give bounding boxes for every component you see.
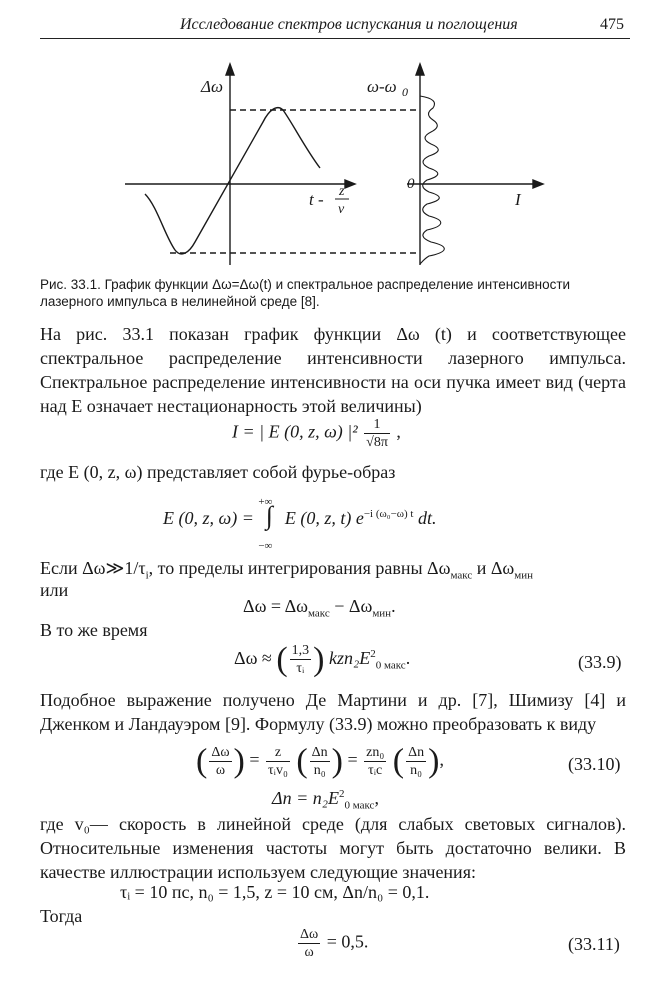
equation-4: Δω ≈ ( $\frac{1,3}{\text{τᵢ}}$ ) $kzn_2E^2_{0 макс}$. (234, 640, 411, 678)
paragraph-1: На рис. 33.1 показан график функции Δω (t) и соответствующее спектральное распределение интенсивности лазерного импульса. Спектральное распределение интенсивности на оси пучка имеет вид (черта над E означает нестационарность этой величины) (40, 324, 626, 416)
equation-5: ( $\frac{\Delta\omega}{\omega}$ ) = $\frac{z}{\text{τᵢv₀}}$ ( $\frac{\Delta n}{\text{n₀}}$ ) = $\frac{\text{zn₀}}{\text{τᵢc}}$ ( $\frac{\Delta n}{\text{n₀}}$ ), (196, 742, 444, 780)
paragraph-3-line-1: Если $\Delta\omega≫1/\tau_i$, то пределы интегрирования равны $\Delta\omega_{макс}$ и $\Delta\omega_{мин}$ (40, 558, 534, 582)
equation-number-33-10: (33.10) (568, 754, 621, 774)
left-x-arrow (345, 180, 355, 188)
equation-2: E (0, z, ω) = +∞ ∫ −∞ E (0, z, t) $e^{-i (\omega_0-\omega) t}$ dt. (163, 496, 437, 552)
left-axis-y-label: Δω (201, 77, 223, 96)
right-axis-x-label: I (515, 190, 521, 209)
right-axis-y-sub: 0 (402, 85, 408, 99)
left-y-arrow (226, 64, 234, 75)
paragraph-3-line-2: или (40, 580, 69, 600)
equation-1: I = | E (0, z, ω) |² $\frac{1}{√8\pi}$ , (232, 417, 401, 450)
equation-3: $\Delta\omega = \Delta\omega_{макс} - \Delta\omega_{мин}$. (243, 596, 396, 620)
right-x-arrow (533, 180, 543, 188)
left-axis-x-label: t - (309, 190, 324, 209)
equation-6: $\frac{\Delta\omega}{\omega}$ = 0,5. (300, 927, 369, 960)
paragraph-2: где E (0, z, ω) представляет собой фурье-образ (40, 462, 396, 482)
right-y-arrow (416, 64, 424, 75)
figure-caption: Рис. 33.1. График функции Δω=Δω(t) и спектральное распределение интенсивности лазерного импульса в нелинейной среде [8]. (40, 277, 571, 309)
left-axis-frac-den: v (338, 202, 345, 217)
eq1-fraction: $\frac{1}{√8\pi}$ (366, 417, 388, 450)
then-word: Тогда (40, 906, 83, 926)
paragraph-5: Подобное выражение получено Де Мартини и др. [7], Шимизу [4] и Дженком и Ландауэром [9]. Формулу (33.9) можно преобразовать к виду (40, 690, 626, 734)
left-axis-frac-num: z (339, 184, 345, 199)
figure-33-1 (115, 60, 555, 275)
eq4-fraction: $\frac{1,3}{\text{τᵢ}}$ (291, 643, 310, 677)
right-axis-y-label: ω-ω (367, 77, 397, 96)
paragraph-6: где v₀— скорость в линейной среде (для слабых световых сигналов). Относительные изменения частоты могут быть достаточно велики. В качестве иллюстрации используем следующие значения: (40, 814, 626, 882)
delta-omega-curve (145, 108, 320, 254)
equation-number-33-11: (33.11) (568, 934, 620, 954)
running-title: Исследование спектров испускания и поглощения (180, 16, 518, 33)
spectrum-curve (420, 96, 444, 264)
equation-number-33-9: (33.9) (578, 652, 622, 672)
right-origin-label: 0 (407, 176, 415, 192)
running-header (40, 16, 630, 39)
equation-5-line-2: $\Delta n = n_2E^2_{0 макс}$, (272, 788, 379, 812)
paragraph-4: В то же время (40, 620, 148, 640)
values-line: τᵢ = 10 пс, n₀ = 1,5, z = 10 см, Δn/n₀ = 0,1. (120, 882, 430, 902)
eq2-integral: +∞ ∫ −∞ (258, 496, 273, 552)
eq1-left: I = | E (0, z, ω) |² (232, 421, 358, 442)
page-number: 475 (600, 16, 624, 33)
